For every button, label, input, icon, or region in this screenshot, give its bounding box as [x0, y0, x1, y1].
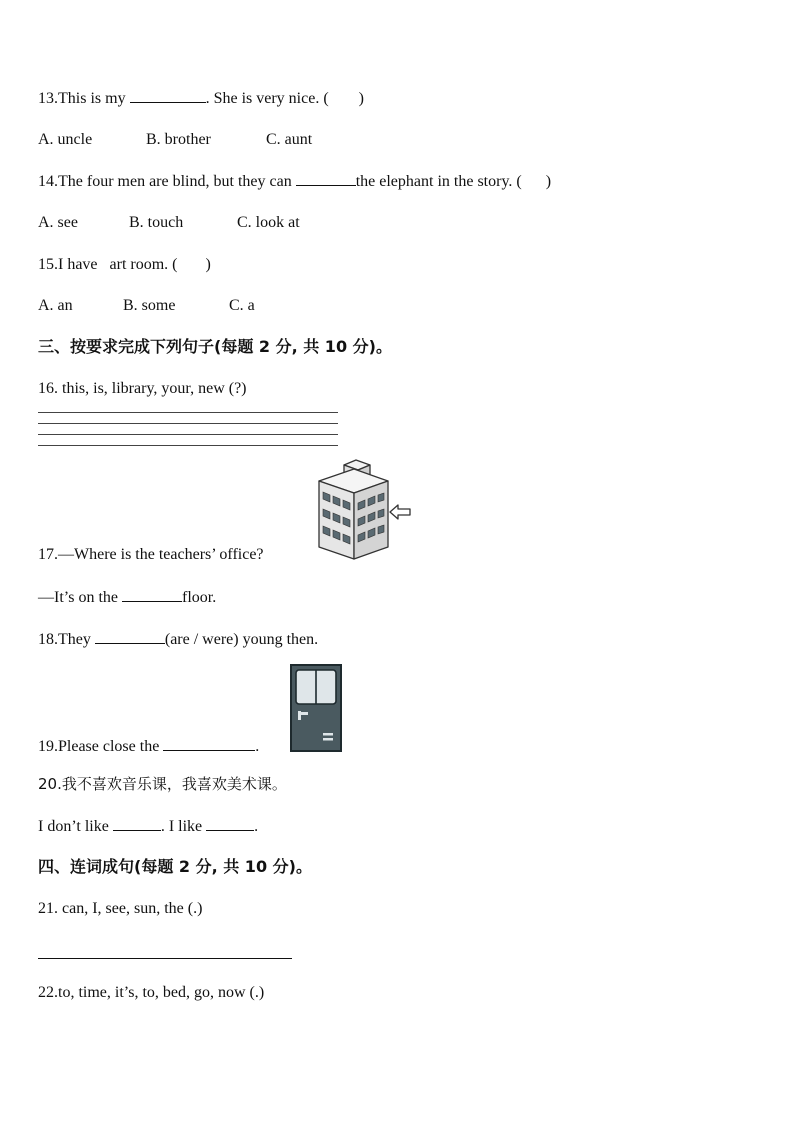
answer-blank-14[interactable]: [296, 171, 356, 186]
answer-17: —It’s on the floor.: [38, 589, 217, 606]
question-20: I don’t like . I like .: [38, 818, 259, 835]
writing-line: [38, 445, 338, 446]
answer-line-21[interactable]: [38, 958, 292, 959]
question-15: 15.I have art room. ( ): [38, 256, 211, 273]
answer-blank-20b[interactable]: [206, 816, 254, 831]
answer-blank-13[interactable]: [130, 88, 206, 103]
option-13-a[interactable]: A. uncle: [38, 131, 93, 148]
question-19: 19.Please close the .: [38, 738, 260, 755]
answer-blank-19[interactable]: [163, 736, 255, 751]
option-15-a[interactable]: A. an: [38, 297, 73, 314]
door-icon: [290, 664, 342, 752]
writing-line: [38, 434, 338, 435]
option-13-b[interactable]: B. brother: [146, 131, 211, 148]
question-16: 16. this, is, library, your, new (?): [38, 380, 247, 397]
option-14-b[interactable]: B. touch: [129, 214, 184, 231]
writing-line: [38, 412, 338, 413]
question-13: 13.This is my . She is very nice. ( ): [38, 90, 364, 107]
section-3-heading: 三、按要求完成下列句子(每题 2 分, 共 10 分)。: [38, 337, 392, 356]
question-14: 14.The four men are blind, but they can the elephant in the story. ( ): [38, 173, 552, 190]
question-18: 18.They (are / were) young then.: [38, 631, 319, 648]
option-15-b[interactable]: B. some: [123, 297, 176, 314]
answer-blank-17[interactable]: [122, 587, 182, 602]
answer-blank-20a[interactable]: [113, 816, 161, 831]
option-14-a[interactable]: A. see: [38, 214, 78, 231]
building-arrow-icon: [316, 459, 412, 561]
answer-blank-18[interactable]: [95, 629, 165, 644]
writing-line: [38, 423, 338, 424]
section-4-heading: 四、连词成句(每题 2 分, 共 10 分)。: [38, 857, 312, 876]
option-14-c[interactable]: C. look at: [237, 214, 300, 231]
option-15-c[interactable]: C. a: [229, 297, 255, 314]
option-13-c[interactable]: C. aunt: [266, 131, 313, 148]
question-22: 22.to, time, it’s, to, bed, go, now (.): [38, 984, 265, 1001]
question-17: 17.—Where is the teachers’ office?: [38, 546, 264, 563]
question-20-chinese: 20.我不喜欢音乐课，我喜欢美术课。: [38, 775, 287, 793]
question-21: 21. can, I, see, sun, the (.): [38, 900, 203, 917]
